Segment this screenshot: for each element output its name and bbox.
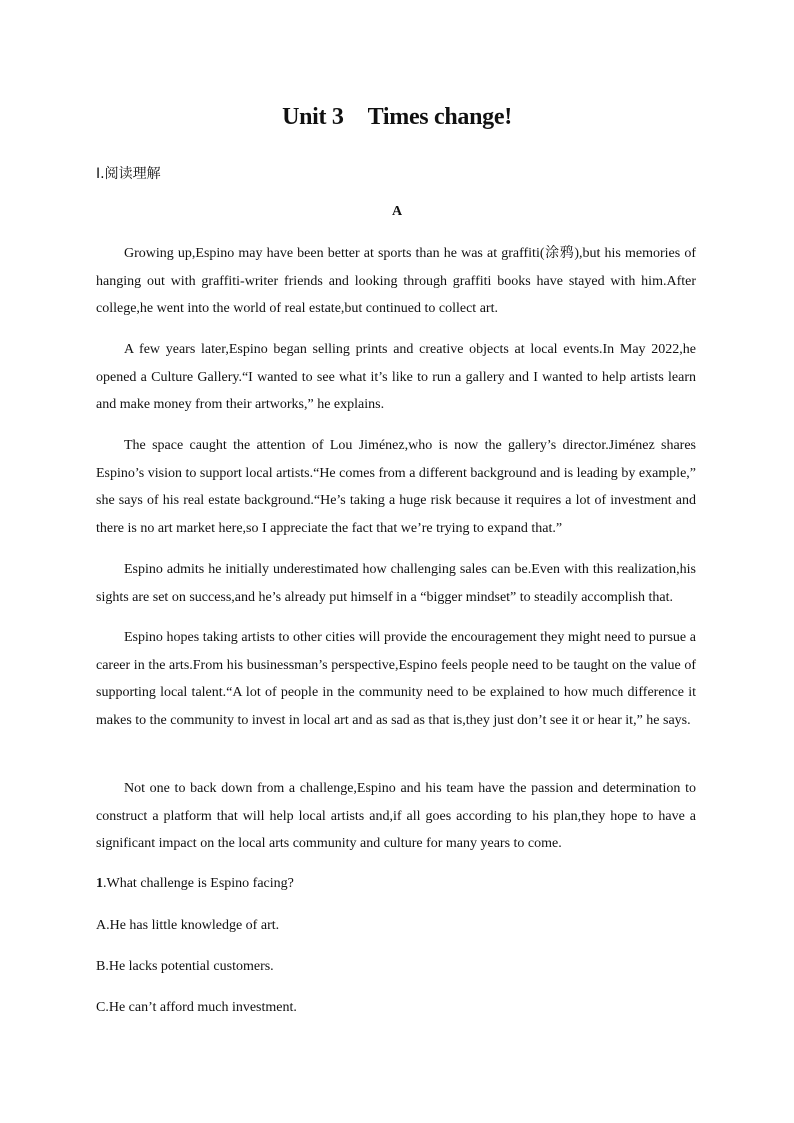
answer-option-b[interactable]: B.He lacks potential customers.: [96, 959, 274, 974]
answer-option-c[interactable]: C.He can’t afford much investment.: [96, 1000, 297, 1015]
passage-paragraph: Growing up,Espino may have been better at sports than he was at graffiti(涂鸦),but his memories of hanging out with graffiti-writer friends and looking through graffiti books have stayed with him.After college,he went into the world of real estate,but continued to collect art.: [96, 246, 696, 317]
question-stem: [96, 876, 294, 892]
passage-paragraph: Not one to back down from a challenge,Espino and his team have the passion and determination to construct a platform that will help local artists and,if all goes according to his plan,they hope to have a significant impact on the local arts community and culture for many years to come.: [96, 781, 696, 852]
unit-title: [0, 104, 794, 131]
passage-paragraph: Espino admits he initially underestimated how challenging sales can be.Even with this realization,his sights are set on success,and he’s already put himself in a “bigger mindset” to steadily accomplish that.: [96, 562, 696, 605]
passage-paragraph: A few years later,Espino began selling prints and creative objects at local events.In May 2022,he opened a Culture Gallery.“I wanted to see what it’s like to run a gallery and I wanted to help artists learn and make money from their artworks,” he explains.: [96, 342, 696, 413]
section-heading: Ⅰ.阅读理解: [96, 166, 161, 182]
question-number: 1: [96, 876, 103, 891]
passage-label: A: [391, 204, 403, 219]
unit-number: Unit 3: [282, 104, 344, 130]
answer-option-a[interactable]: A.He has little knowledge of art.: [96, 918, 280, 933]
passage-paragraph: The space caught the attention of Lou Jiménez,who is now the gallery’s director.Jiménez shares Espino’s vision to support local artists.“He comes from a different background and is leading by example,” she says of his real estate background.“He’s taking a huge risk because it requires a lot of investment and there is no art market here,so I appreciate the fact that we’re trying to expand that.”: [96, 438, 696, 536]
passage-paragraph: Espino hopes taking artists to other cities will provide the encouragement they might need to pursue a career in the arts.From his businessman’s perspective,Espino feels people need to be taught on the value of supporting local talent.“A lot of people in the community need to be explained to how much difference it makes to the community to invest in local art and as sad as that is,they just don’t see it or hear it,” he says.: [96, 630, 696, 728]
unit-name: Times change!: [367, 104, 512, 130]
question-text: .What challenge is Espino facing?: [103, 876, 294, 891]
